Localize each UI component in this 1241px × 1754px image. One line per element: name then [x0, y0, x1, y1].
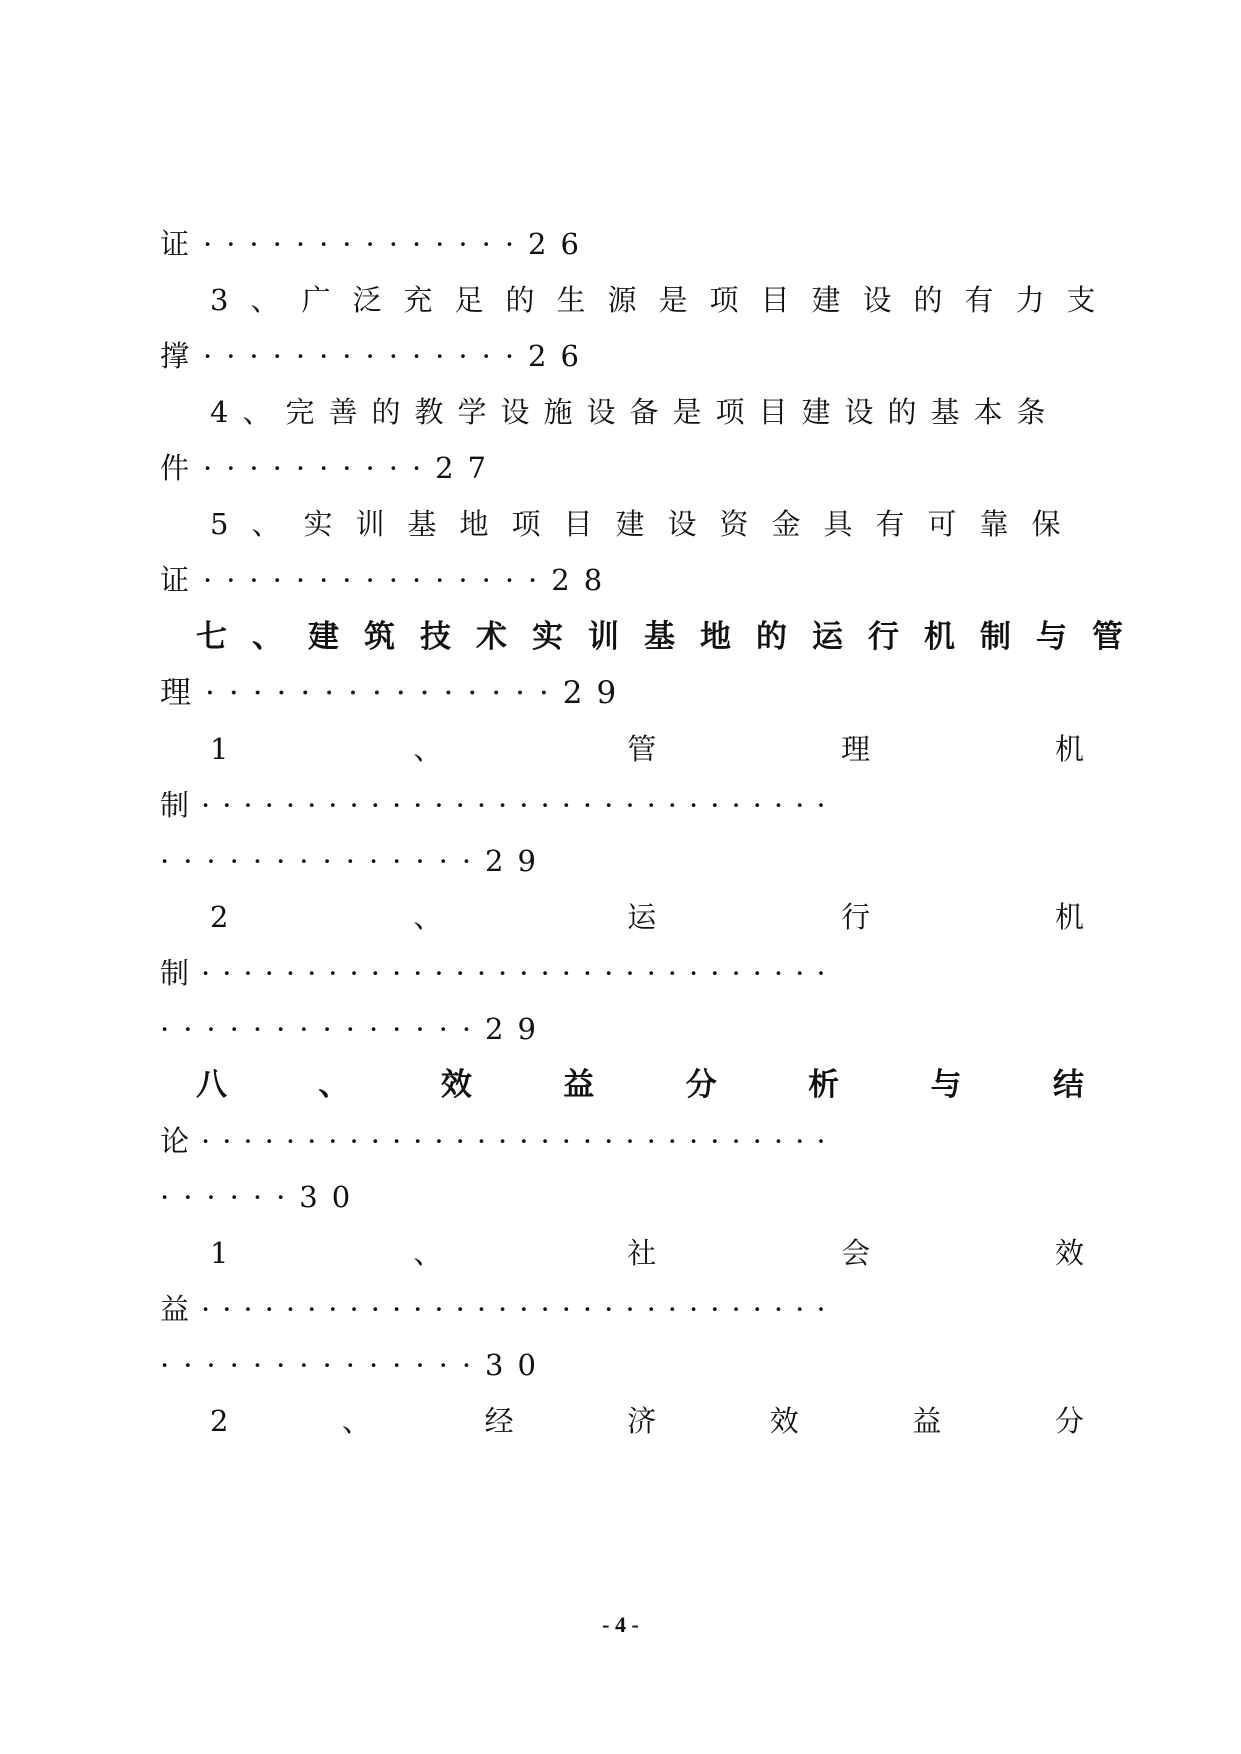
toc-entry[interactable] — [210, 1231, 1084, 1275]
toc-part: 济 — [627, 1404, 657, 1438]
toc-entry[interactable] — [210, 895, 1084, 939]
toc-part: 效 — [1054, 1236, 1084, 1270]
toc-text: 5、实训基地项目建设资金具有可靠保 — [210, 507, 1084, 541]
toc-text: 制······························ — [160, 956, 838, 990]
toc-part: 、 — [342, 1404, 372, 1438]
toc-text: 证··············26 — [160, 227, 593, 261]
toc-part: 运 — [627, 900, 657, 934]
toc-section-heading[interactable] — [196, 615, 1148, 659]
toc-part: 会 — [841, 1236, 871, 1270]
toc-part: 经 — [484, 1404, 514, 1438]
toc-part: 效 — [769, 1404, 799, 1438]
toc-part: 行 — [841, 900, 871, 934]
toc-text: 4、完善的教学设施设备是项目建设的基本条 — [210, 395, 1060, 429]
toc-entry[interactable] — [210, 502, 1084, 546]
toc-text: 证···············28 — [160, 563, 617, 597]
toc-text: 理···············29 — [160, 675, 631, 711]
toc-part: 1 — [210, 1236, 229, 1270]
toc-text: 3、广泛充足的生源是项目建设的有力支 — [210, 283, 1118, 317]
toc-part: 机 — [1054, 900, 1084, 934]
toc-line — [160, 334, 1084, 378]
toc-part: 、 — [413, 732, 443, 766]
toc-text: 撑··············26 — [160, 339, 593, 373]
toc-text: ··············29 — [160, 844, 550, 878]
toc-entry[interactable] — [210, 390, 1084, 434]
toc-part: 效 — [440, 1067, 472, 1103]
toc-text: 七、建筑技术实训基地的运行机制与管 — [196, 619, 1148, 655]
toc-line — [160, 951, 1084, 995]
toc-entry[interactable] — [210, 1399, 1084, 1443]
page-number: - 4 - — [602, 1612, 639, 1637]
toc-part: 八 — [196, 1067, 227, 1103]
toc-line — [160, 671, 1084, 715]
toc-section-heading[interactable] — [196, 1063, 1084, 1107]
toc-line — [160, 839, 1084, 883]
toc-part: 管 — [627, 732, 657, 766]
toc-part: 与 — [930, 1067, 962, 1103]
toc-part: 1 — [210, 732, 229, 766]
toc-part: 分 — [685, 1067, 717, 1103]
toc-line — [160, 1007, 1084, 1051]
toc-line — [160, 1119, 1084, 1163]
toc-text: 论······························ — [160, 1124, 838, 1158]
toc-part: 理 — [841, 732, 871, 766]
toc-line — [160, 446, 1084, 490]
toc-part: 、 — [318, 1067, 350, 1103]
toc-part: 结 — [1052, 1067, 1084, 1103]
toc-part: 机 — [1054, 732, 1084, 766]
toc-text: ··············29 — [160, 1012, 550, 1046]
toc-line — [160, 1343, 1084, 1387]
toc-part: 2 — [210, 1404, 229, 1438]
toc-text: 益······························ — [160, 1292, 838, 1326]
toc-line — [160, 1287, 1084, 1331]
toc-part: 益 — [912, 1404, 942, 1438]
toc-part: 社 — [627, 1236, 657, 1270]
toc-part: 析 — [808, 1067, 840, 1103]
toc-part: 2 — [210, 900, 229, 934]
toc-line — [160, 1175, 1084, 1219]
toc-line — [160, 783, 1084, 827]
toc-line — [160, 558, 1084, 602]
toc-part: 益 — [563, 1067, 595, 1103]
toc-text: ······30 — [160, 1180, 365, 1214]
toc-line — [160, 222, 1084, 266]
toc-part: 、 — [413, 900, 443, 934]
toc-part: 、 — [413, 1236, 443, 1270]
toc-part: 分 — [1054, 1404, 1084, 1438]
toc-text: 制······························ — [160, 788, 838, 822]
toc-text: ··············30 — [160, 1348, 550, 1382]
toc-entry[interactable] — [210, 727, 1084, 771]
toc-text: 件··········27 — [160, 451, 501, 485]
toc-entry[interactable] — [210, 278, 1118, 322]
